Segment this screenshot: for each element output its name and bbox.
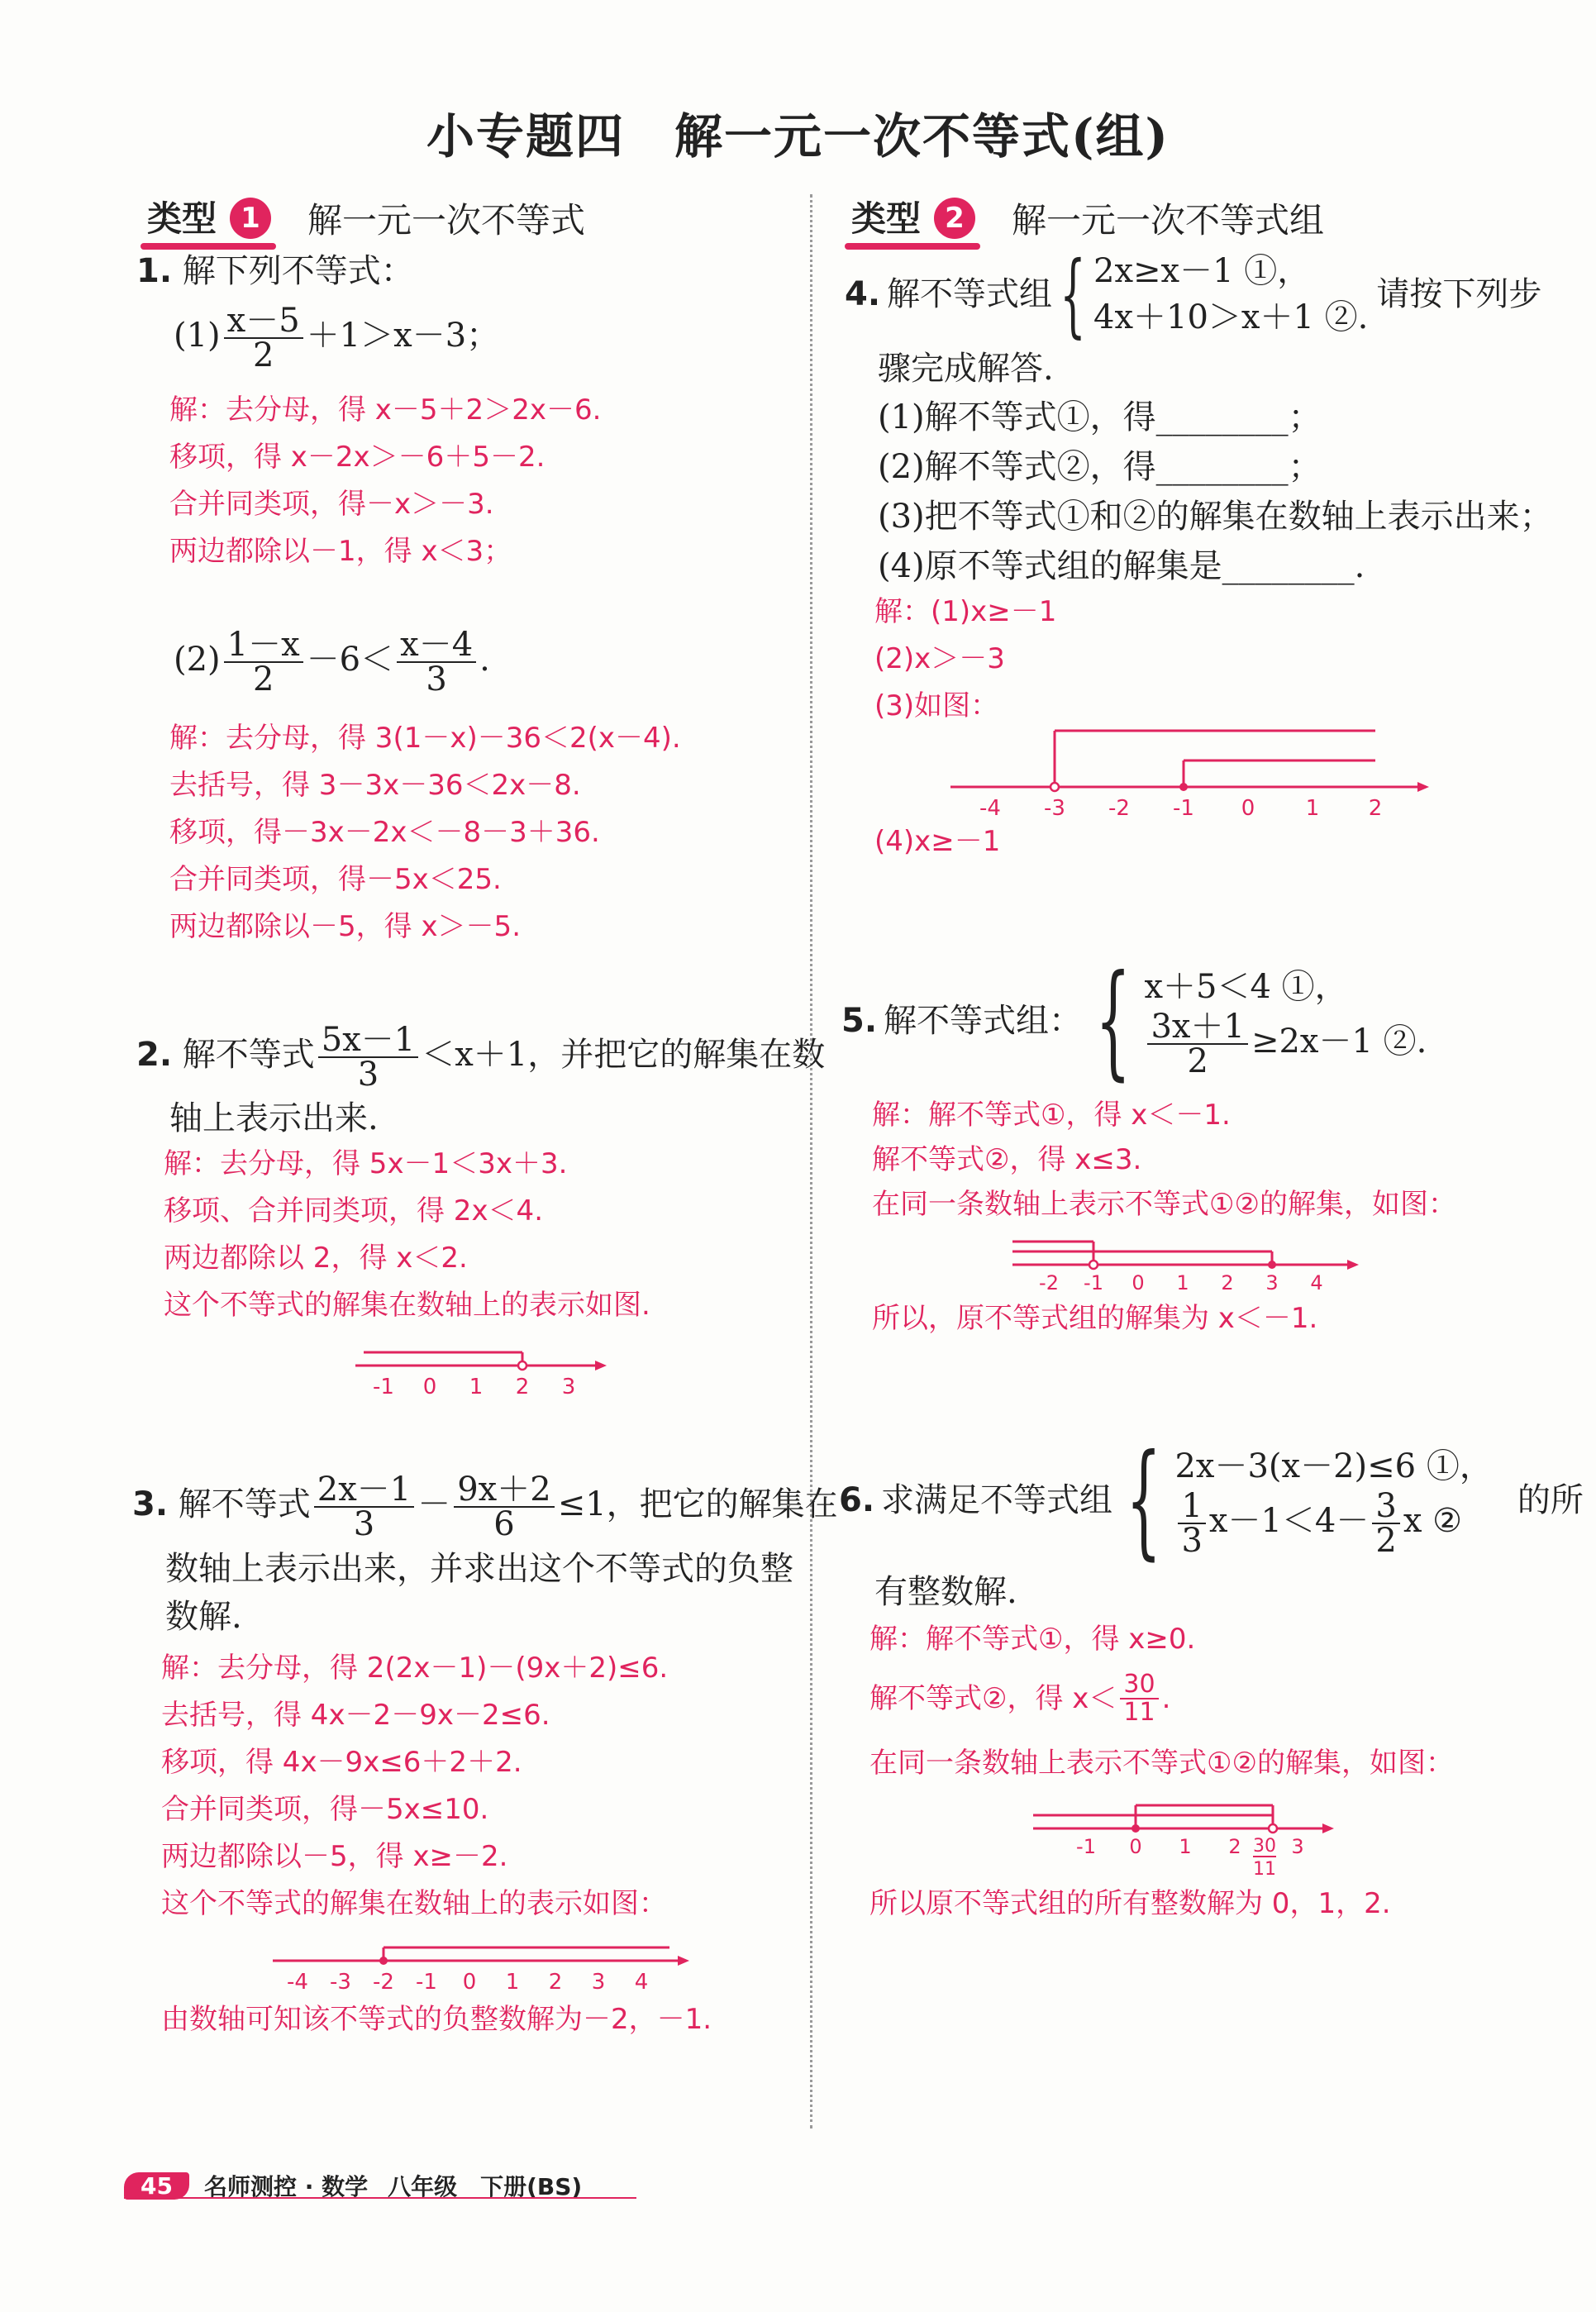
fraction-numerator: x－4 [397, 628, 476, 663]
q3-answer [161, 1645, 668, 1928]
footer-grade: 八年级 下册(BS) [388, 2173, 583, 2200]
q4-number-line [942, 719, 1438, 818]
q3-line3: 数解. [165, 1598, 242, 1636]
tick-label: -1 [1173, 796, 1194, 818]
type1-number: 1 [230, 198, 271, 239]
step-line: (1)解不等式①，得________； [878, 398, 1322, 436]
q1-number: 1. [136, 252, 173, 290]
system-eq2-end: x ② [1403, 1502, 1462, 1540]
answer-line: 两边都除以－5，得 x≥－2. [161, 1840, 508, 1873]
q2-answer [164, 1141, 650, 1329]
fraction-numerator: 3 [1372, 1490, 1399, 1524]
system-eq1: 2x－3(x－2)≤6 ①， [1174, 1447, 1493, 1485]
fraction-denominator: 3 [426, 660, 447, 698]
q4-line2: 骤完成解答. [878, 350, 1054, 388]
q1-part1-fraction [224, 304, 303, 372]
q3-post: ≤1，把它的解集在 [557, 1485, 838, 1523]
q6-answer2-pre: 解不等式②，得 x＜ [869, 1681, 1117, 1715]
brace-icon: { [1060, 241, 1086, 347]
step-line: (3)把不等式①和②的解集在数轴上表示出来； [878, 498, 1553, 536]
answer-line: 在同一条数轴上表示不等式①②的解集，如图： [872, 1188, 1456, 1221]
q1-answer1 [169, 387, 601, 575]
q6-final: 所以原不等式组的所有整数解为 0，1，2. [869, 1887, 1391, 1920]
q5-answer [872, 1093, 1456, 1227]
q1-stem [136, 248, 414, 294]
q3-stem [132, 1473, 838, 1541]
page-title: 小专题四 解一元一次不等式(组) [426, 108, 1170, 164]
fraction-denominator: 2 [252, 660, 274, 698]
q1-answer2 [169, 715, 681, 951]
tick-label: -2 [1108, 796, 1130, 818]
fraction-denominator: 3 [357, 1056, 379, 1094]
q6-post: 的所 [1517, 1481, 1584, 1519]
fraction-numerator: 2x－1 [314, 1473, 414, 1508]
q4-post: 请按下列步 [1376, 275, 1542, 313]
q3-number-line [264, 1926, 694, 1994]
q5-final: 所以，原不等式组的解集为 x＜－1. [872, 1302, 1318, 1335]
system-eq1: 2x≥x－1 ①， [1093, 252, 1311, 290]
answer-line: 合并同类项，得－5x＜25. [169, 863, 502, 896]
answer-line: 合并同类项，得－x＞－3. [169, 488, 494, 521]
tick-label: 0 [1129, 1835, 1142, 1858]
q6-answer2-end: . [1161, 1681, 1171, 1715]
answer-line: 两边都除以－1，得 x＜3； [169, 535, 512, 568]
fraction-denominator: 2 [1375, 1522, 1397, 1560]
q4-answer [874, 589, 1056, 730]
answer-line: 解不等式②，得 x≤3. [872, 1143, 1142, 1176]
q1-part2-mid: －6＜ [306, 641, 394, 679]
type2-number: 2 [934, 198, 975, 239]
tick-fraction-numerator: 30 [1253, 1836, 1276, 1857]
fraction-denominator: 3 [1181, 1522, 1203, 1560]
q3-fraction2 [454, 1473, 554, 1541]
tick-label: -1 [373, 1375, 394, 1397]
q4-system [1052, 241, 1369, 347]
answer-line: 两边都除以－5，得 x＞－5. [169, 910, 521, 943]
q6-fraction-a [1178, 1487, 1205, 1560]
q6-number: 6. [839, 1481, 875, 1519]
fraction-denominator: 11 [1123, 1698, 1155, 1727]
q3-minus: － [417, 1485, 451, 1523]
q1-part1 [174, 304, 499, 372]
q4-number: 4. [845, 275, 881, 313]
footer-rule [124, 2197, 636, 2199]
fraction-numerator: 1－x [224, 628, 303, 663]
system-lines [1093, 248, 1368, 341]
answer-line: 移项，得 x－2x＞－6＋5－2. [169, 441, 545, 474]
tick-label: 2 [1221, 1271, 1234, 1293]
q2-number: 2. [136, 1036, 173, 1074]
tick-label: 3 [561, 1375, 576, 1397]
q6-line2: 有整数解. [874, 1573, 1017, 1611]
q1-part2 [174, 628, 490, 696]
tick-label: -2 [1039, 1271, 1059, 1293]
q2-stem [136, 1021, 826, 1094]
type2-header [845, 192, 1324, 245]
step-line: (4)原不等式组的解集是________. [878, 547, 1365, 585]
tick-label: -3 [1044, 796, 1065, 818]
answer-line: 解：去分母，得 5x－1＜3x＋3. [164, 1147, 568, 1180]
tick-label: 1 [505, 1970, 520, 1994]
system-lines [1144, 964, 1427, 1078]
q1-part1-label: (1) [174, 317, 221, 355]
q4-stem [845, 241, 1542, 347]
answer-line: 去括号，得 3－3x－36＜2x－8. [169, 769, 581, 802]
step-line: (2)解不等式②，得________； [878, 448, 1322, 486]
system-eq2-rest: ≥2x－1 ②. [1251, 1023, 1427, 1061]
fraction-denominator: 2 [252, 336, 274, 374]
type1-label: 类型 [141, 192, 223, 245]
tick-label: -1 [1084, 1271, 1103, 1293]
q1-part2-fraction2 [397, 628, 476, 696]
q6-number-line [1025, 1794, 1339, 1885]
q4-final: (4)x≥－1 [874, 825, 1001, 858]
q1-part2-fraction1 [224, 628, 303, 696]
fraction-denominator: 3 [353, 1505, 375, 1543]
tick-label: 2 [1368, 796, 1383, 818]
q2-pre: 解不等式 [182, 1036, 315, 1074]
q5-number: 5. [841, 1002, 878, 1040]
q5-system [1082, 949, 1427, 1093]
system-eq2 [1174, 1487, 1492, 1560]
fraction-numerator: 3x＋1 [1147, 1010, 1247, 1045]
answer-line: 解：去分母，得 2(2x－1)－(9x＋2)≤6. [161, 1652, 669, 1685]
q2-number-line [347, 1331, 612, 1397]
tick-label: 1 [469, 1375, 484, 1397]
answer-line: 这个不等式的解集在数轴上的表示如图： [161, 1887, 667, 1920]
answer-line: (3)如图： [874, 689, 999, 722]
tick-label: -3 [330, 1970, 351, 1994]
answer-line: 这个不等式的解集在数轴上的表示如图. [164, 1289, 650, 1322]
footer-book: 名师测控 · 数学 [203, 2173, 369, 2200]
system-eq1: x＋5＜4 ①， [1144, 968, 1348, 1006]
q2-fraction [318, 1021, 418, 1094]
fraction-numerator: 9x＋2 [454, 1473, 554, 1508]
q1-part2-end: . [479, 641, 490, 679]
answer-line: 解：解不等式①，得 x＜－1. [872, 1099, 1231, 1132]
q6-answer2-fraction [1120, 1671, 1158, 1726]
system-eq2: 4x＋10＞x＋1 ②. [1093, 298, 1369, 336]
tick-label: 0 [462, 1970, 477, 1994]
fraction-numerator: 5x－1 [318, 1023, 418, 1058]
tick-label: 1 [1176, 1271, 1189, 1293]
brace-icon: { [1126, 1428, 1162, 1572]
q5-number-line [1004, 1230, 1368, 1293]
q4-steps [878, 393, 1553, 591]
q5-fraction [1147, 1010, 1247, 1078]
tick-label: 0 [1131, 1271, 1145, 1293]
q3-number: 3. [132, 1485, 169, 1523]
q2-line2: 轴上表示出来. [169, 1099, 379, 1137]
brace-icon: { [1095, 949, 1131, 1093]
tick-label: 1 [1179, 1835, 1192, 1858]
system-eq2-mid: x－1＜4－ [1208, 1502, 1370, 1540]
type1-header [141, 192, 585, 245]
fraction-numerator: 1 [1178, 1490, 1205, 1524]
column-divider [810, 194, 812, 2128]
tick-label: -2 [373, 1970, 394, 1994]
answer-line: 解：去分母，得 3(1－x)－36＜2(x－4). [169, 722, 681, 755]
system-lines [1174, 1443, 1493, 1560]
fraction-denominator: 2 [1187, 1042, 1208, 1080]
tick-label: 2 [548, 1970, 563, 1994]
answer-line: 解：(1)x≥－1 [874, 595, 1057, 628]
tick-label: 1 [1305, 796, 1320, 818]
q3-pre: 解不等式 [178, 1485, 311, 1523]
answer-line: 移项，得 4x－9x≤6＋2＋2. [161, 1746, 522, 1779]
q3-line2: 数轴上表示出来，并求出这个不等式的负整 [165, 1550, 793, 1588]
tick-label: -4 [979, 796, 1001, 818]
fraction-denominator: 6 [493, 1505, 515, 1543]
tick-label: -1 [1076, 1835, 1096, 1858]
page-number: 45 [124, 2172, 189, 2200]
q6-pre: 求满足不等式组 [881, 1481, 1113, 1519]
q3-final: 由数轴可知该不等式的负整数解为－2，－1. [161, 2003, 712, 2036]
answer-line: 解：去分母，得 x－5＋2＞2x－6. [169, 393, 602, 427]
answer-line: 合并同类项，得－5x≤10. [161, 1793, 489, 1826]
tick-label: 0 [1241, 796, 1255, 818]
tick-label: -1 [416, 1970, 437, 1994]
q6-stem [839, 1428, 1584, 1572]
answer-line: 移项、合并同类项，得 2x＜4. [164, 1194, 543, 1228]
q6-system [1112, 1428, 1493, 1572]
answer-line: 两边都除以 2，得 x＜2. [164, 1242, 468, 1275]
tick-label: 4 [1310, 1271, 1323, 1293]
tick-label: 2 [1228, 1835, 1241, 1858]
answer-line: (2)x＞－3 [874, 642, 1005, 675]
type2-heading: 解一元一次不等式组 [1012, 200, 1325, 241]
q5-stem [841, 949, 1427, 1093]
q6-answer2 [869, 1671, 1170, 1726]
tick-label: -4 [287, 1970, 308, 1994]
tick-label: 3 [1265, 1271, 1279, 1293]
q1-part2-label: (2) [174, 641, 221, 679]
tick-label: 0 [422, 1375, 437, 1397]
tick-label: 4 [634, 1970, 649, 1994]
type1-heading: 解一元一次不等式 [307, 200, 586, 241]
tick-fraction-denominator: 11 [1253, 1859, 1276, 1880]
system-eq2 [1144, 1010, 1427, 1078]
q6-answer1: 解：解不等式①，得 x≥0. [869, 1623, 1196, 1656]
answer-line: 去括号，得 4x－2－9x－2≤6. [161, 1699, 550, 1732]
tick-label: 3 [1291, 1835, 1304, 1858]
type2-label: 类型 [845, 192, 927, 245]
q1-part1-rest: ＋1＞x－3； [306, 317, 500, 355]
tick-label: 2 [515, 1375, 530, 1397]
fraction-numerator: x－5 [224, 304, 303, 339]
q6-answer3: 在同一条数轴上表示不等式①②的解集，如图： [869, 1747, 1454, 1780]
q6-fraction-b [1372, 1487, 1399, 1560]
q1-text: 解下列不等式： [182, 252, 414, 290]
q5-pre: 解不等式组： [884, 1002, 1083, 1040]
tick-label: 3 [591, 1970, 606, 1994]
q4-pre: 解不等式组 [887, 275, 1053, 313]
fraction-numerator: 30 [1120, 1671, 1158, 1699]
q2-post: ＜x＋1，并把它的解集在数 [422, 1036, 826, 1074]
answer-line: 移项，得－3x－2x＜－8－3＋36. [169, 816, 600, 849]
q3-fraction1 [314, 1473, 414, 1541]
